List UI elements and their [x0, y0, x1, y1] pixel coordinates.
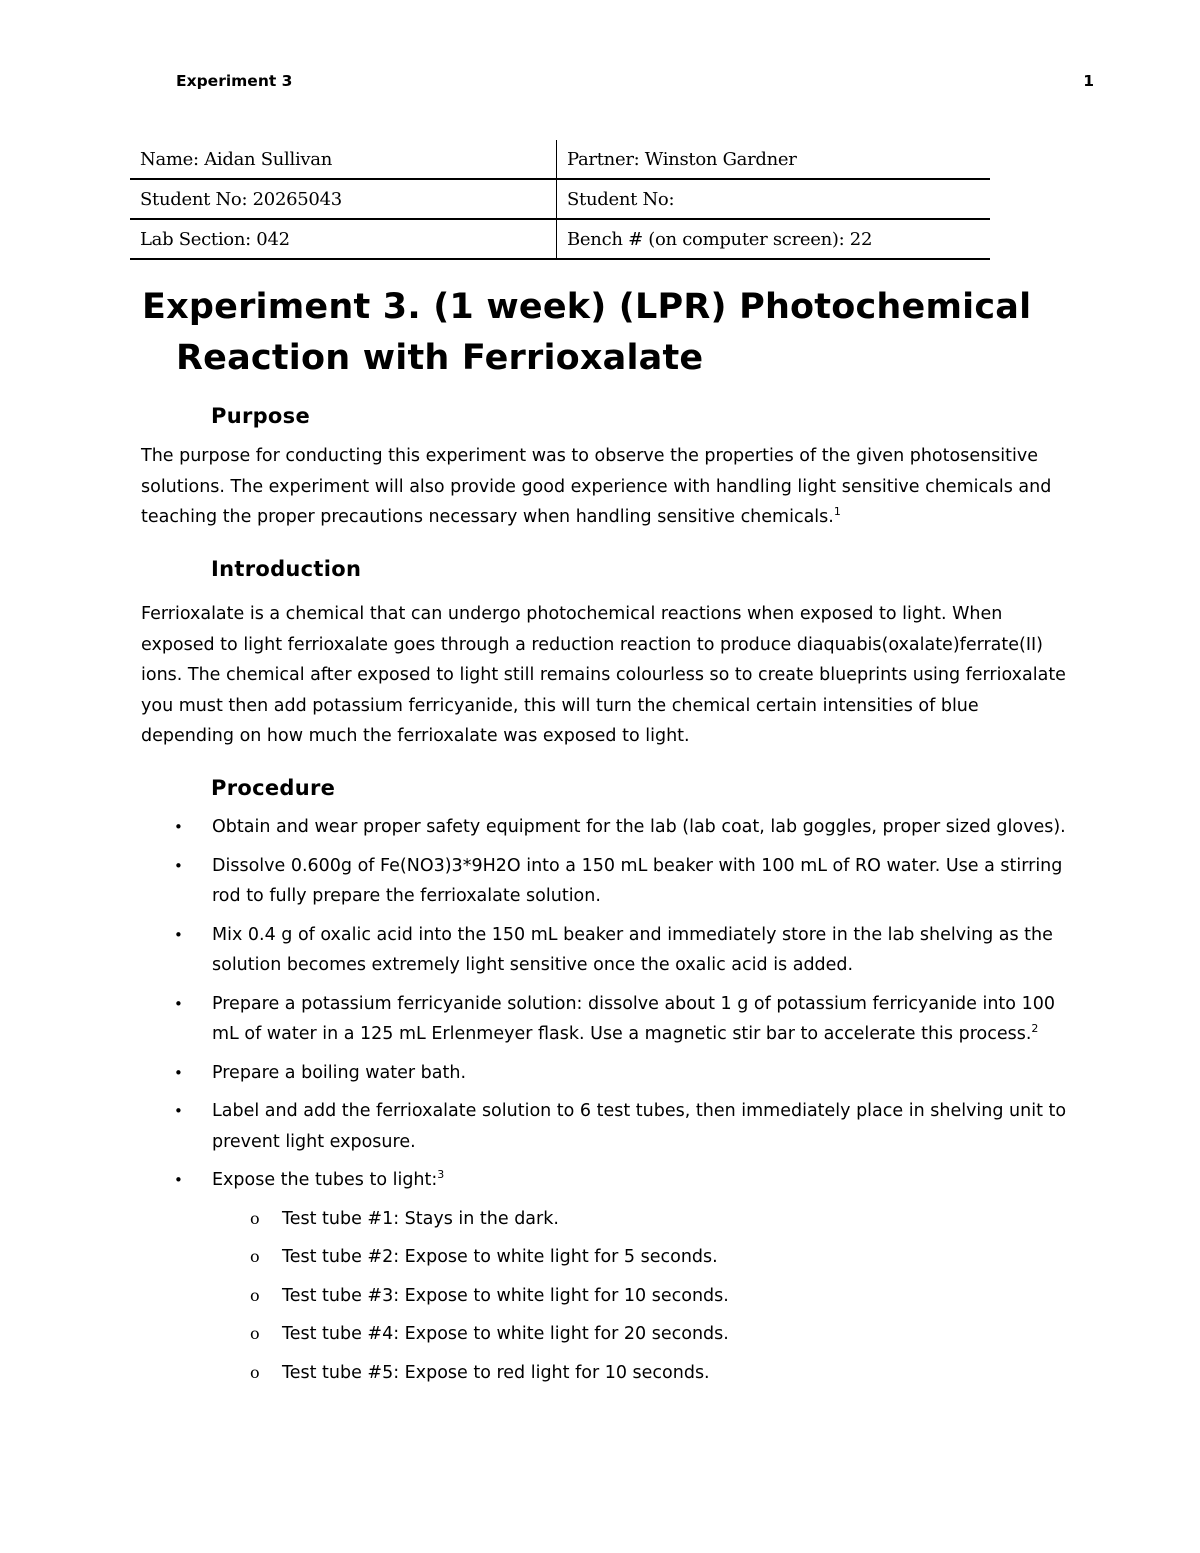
bullet-icon: • [174, 856, 183, 875]
sub-list-item [212, 1358, 1070, 1389]
step-text: Mix 0.4 g of oxalic acid into the 150 mL beaker and immediately store in the lab shelving as the solution becomes extremely light sensitive once the oxalic acid is added. [212, 924, 1053, 975]
bullet-icon: • [174, 1063, 183, 1082]
partner-cell: Partner: Winston Gardner [557, 140, 991, 179]
footnote-marker: 1 [833, 505, 841, 518]
hollow-bullet-icon: o [250, 1362, 260, 1382]
hollow-bullet-icon: o [250, 1208, 260, 1228]
sub-list [212, 1204, 1070, 1389]
footnote-marker: 3 [437, 1168, 445, 1181]
sub-list-item [212, 1319, 1070, 1350]
bench-cell: Bench # (on computer screen): 22 [557, 219, 991, 259]
sub-step-text: Test tube #2: Expose to white light for 5 seconds. [282, 1247, 718, 1267]
sub-step-text: Test tube #1: Stays in the dark. [282, 1208, 559, 1229]
bullet-icon: • [174, 1102, 183, 1120]
sub-step-text: Test tube #3: Expose to white light for 10 seconds. [282, 1285, 729, 1306]
introduction-paragraph: Ferrioxalate is a chemical that can undergo photochemical reactions when exposed to light. When exposed to light ferrioxalate goes through a reduction reaction to produce diaquabis(oxalate)ferrate(II) ions. The chemical after exposed to light still remains colourless so to create blueprints using ferrioxalate you must then add potassium ferricyanide, this will turn the chemical certain intensities of blue depending on how much the ferrioxalate was exposed to light. [141, 604, 1066, 746]
name-cell: Name: Aidan Sullivan [130, 140, 557, 179]
step-text: Label and add the ferrioxalate solution to 6 test tubes, then immediately place in shelving unit to prevent light exposure. [212, 1101, 1067, 1152]
step-text: Expose the tubes to light: [212, 1170, 438, 1190]
list-item [170, 851, 1070, 912]
step-text: Dissolve 0.600g of Fe(NO3)3*9H2O into a 150 mL beaker with 100 mL of RO water. Use a stirring rod to fully prepare the ferrioxalate solution. [212, 855, 1063, 906]
purpose-paragraph [141, 441, 1071, 533]
purpose-text: The purpose for conducting this experiment was to observe the properties of the given photosensitive solutions. The experiment will also provide good experience with handling light sensitive chemicals and teaching the proper precautions necessary when handling sensitive chemicals. [141, 446, 1052, 527]
list-item [170, 1058, 1070, 1089]
introduction-heading: Introduction [211, 557, 362, 581]
bullet-icon: • [174, 818, 183, 836]
list-item [170, 920, 1070, 981]
step-text: Prepare a potassium ferricyanide solution: dissolve about 1 g of potassium ferricyanide into 100 mL of water in a 125 mL Erlenmeyer flask. Use a magnetic stir bar to accelerate this process. [212, 993, 1055, 1044]
student-info-table [130, 140, 990, 260]
title-line-1: Experiment 3. (1 week) (LPR) Photochemical [142, 287, 1032, 327]
title-line-2: Reaction with Ferrioxalate [176, 338, 704, 378]
procedure-heading: Procedure [211, 776, 336, 800]
footnote-marker: 2 [1031, 1022, 1039, 1035]
partner-student-number-cell: Student No: [557, 179, 991, 219]
bullet-icon: • [174, 925, 183, 944]
bullet-icon: • [174, 994, 183, 1013]
header-title: Experiment 3 [176, 72, 293, 90]
sub-step-text: Test tube #4: Expose to white light for 20 seconds. [282, 1324, 729, 1344]
list-item [170, 1096, 1070, 1157]
hollow-bullet-icon: o [250, 1285, 260, 1305]
student-number-cell: Student No: 20265043 [130, 179, 557, 219]
sub-step-text: Test tube #5: Expose to red light for 10 seconds. [282, 1362, 710, 1383]
step-text: Obtain and wear proper safety equipment for the lab (lab coat, lab goggles, proper sized gloves). [212, 817, 1066, 837]
list-item [170, 812, 1070, 843]
bullet-icon: • [174, 1171, 183, 1189]
list-item [170, 1165, 1070, 1388]
lab-section-cell: Lab Section: 042 [130, 219, 557, 259]
table-row [130, 179, 990, 219]
sub-list-item [212, 1204, 1070, 1235]
table-row [130, 140, 990, 179]
list-item [170, 989, 1070, 1050]
procedure-list [170, 812, 1070, 1396]
purpose-heading: Purpose [211, 404, 310, 428]
sub-list-item [212, 1242, 1070, 1273]
running-header [176, 72, 1096, 96]
sub-list-item [212, 1281, 1070, 1312]
hollow-bullet-icon: o [250, 1247, 260, 1266]
hollow-bullet-icon: o [250, 1324, 260, 1343]
page-number: 1 [1083, 72, 1094, 90]
document-title [142, 282, 1092, 384]
table-row [130, 219, 990, 259]
step-text: Prepare a boiling water bath. [212, 1062, 467, 1083]
